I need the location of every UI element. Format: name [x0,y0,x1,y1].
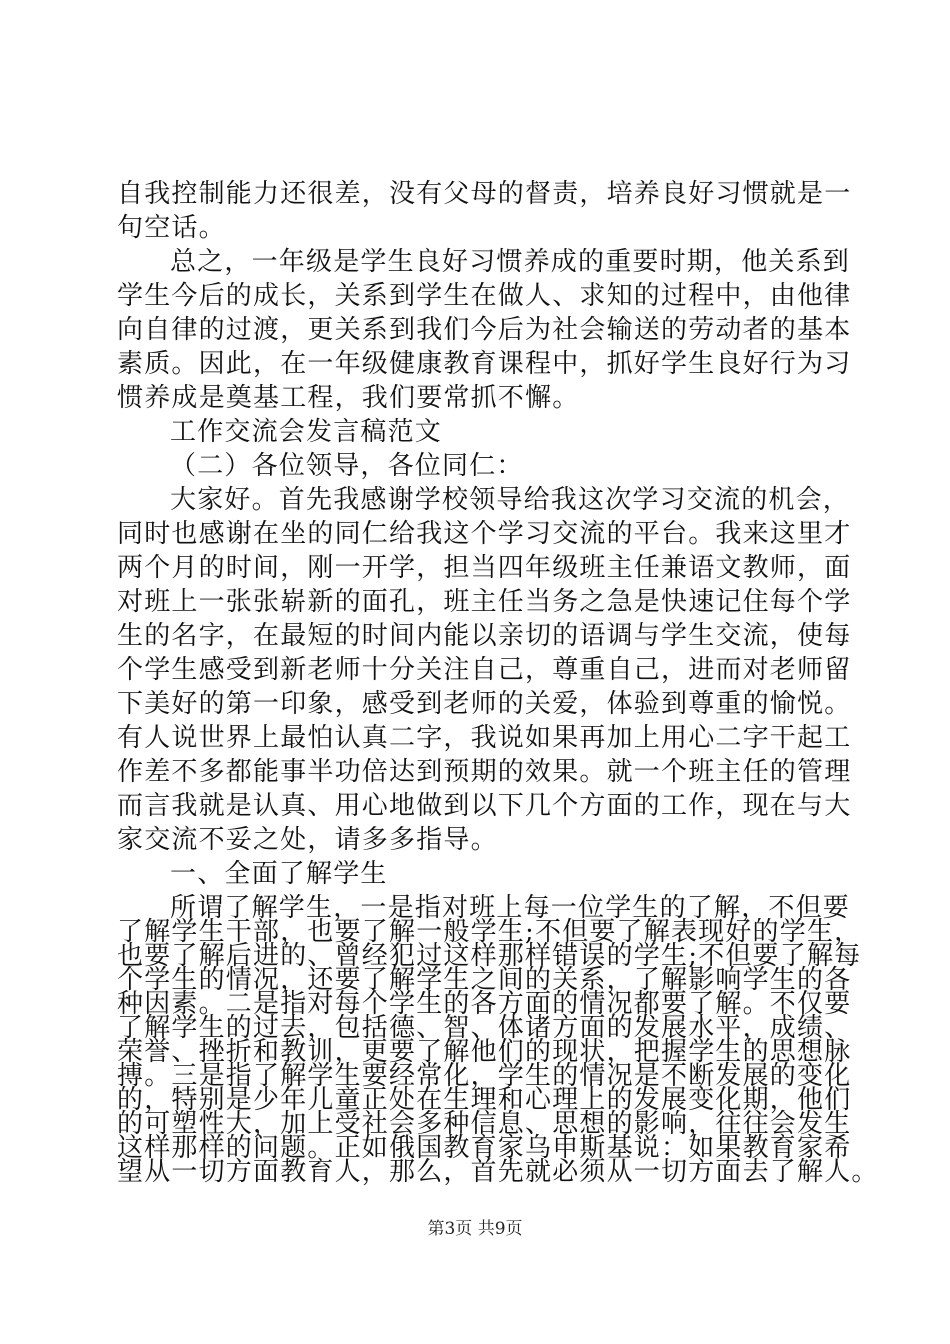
text-line: 望从一切方面教育人，那么，首先就必须从一切方面去了解人。 [117,1157,879,1187]
text-line: 也要了解后进的、曾经犯过这样那样错误的学生;不但要了解每 [117,941,862,971]
text-line: 有人说世界上最怕认真二字，我说如果再加上用心二字干起工 [117,723,852,753]
text-line: 下美好的第一印象，感受到老师的关爱，体验到尊重的愉悦。 [117,689,852,719]
text-line: 生的名字，在最短的时间内能以亲切的语调与学生交流，使每 [117,621,852,651]
page-footer: 第3页 共9页 [427,1219,523,1239]
text-line: 素质。因此，在一年级健康教育课程中，抓好学生良好行为习 [117,349,852,379]
section-heading: 一、全面了解学生 [170,859,388,889]
text-line: 句空话。 [117,213,226,243]
text-line: 家交流不妥之处，请多多指导。 [117,825,498,855]
text-line: 个学生感受到新老师十分关注自己，尊重自己，进而对老师留 [117,655,852,685]
salutation: （二）各位领导，各位同仁： [170,451,524,481]
text-line: 了解学生干部，也要了解一般学生;不但要了解表现好的学生， [117,917,862,947]
text-line: 所谓了解学生，一是指对班上每一位学生的了解，不但要 [170,893,851,923]
text-line: 总之，一年级是学生良好习惯养成的重要时期，他关系到 [170,247,851,277]
section-title: 工作交流会发言稿范文 [170,417,443,447]
text-line: 同时也感谢在坐的同仁给我这个学习交流的平台。我来这里才 [117,519,852,549]
text-line: 搏。三是指了解学生要经常化，学生的情况是不断发展的变化 [117,1061,852,1091]
text-line: 学生今后的成长，关系到学生在做人、求知的过程中，由他律 [117,281,852,311]
text-line: 的可塑性大，加上受社会多种信息、思想的影响，往往会发生 [117,1109,852,1139]
text-line: 的，特别是少年儿童正处在生理和心理上的发展变化期，他们 [117,1085,852,1115]
text-line: 向自律的过渡，更关系到我们今后为社会输送的劳动者的基本 [117,315,852,345]
text-line: 而言我就是认真、用心地做到以下几个方面的工作，现在与大 [117,791,852,821]
text-line: 对班上一张张崭新的面孔，班主任当务之急是快速记住每个学 [117,587,852,617]
text-line: 了解学生的过去，包括德、智、体诸方面的发展水平，成绩、 [117,1013,852,1043]
text-line: 作差不多都能事半功倍达到预期的效果。就一个班主任的管理 [117,757,852,787]
text-line: 惯养成是奠基工程，我们要常抓不懈。 [117,383,580,413]
text-line: 种因素。二是指对每个学生的各方面的情况都要了解。不仅要 [117,989,852,1019]
text-line: 自我控制能力还很差，没有父母的督责，培养良好习惯就是一 [117,179,852,209]
text-line: 这样那样的问题。正如俄国教育家乌申斯基说：如果教育家希 [117,1133,852,1163]
text-line: 两个月的时间，刚一开学，担当四年级班主任兼语文教师，面 [117,553,852,583]
text-line: 个学生的情况，还要了解学生之间的关系，了解影响学生的各 [117,965,852,995]
text-line: 荣誉、挫折和教训，更要了解他们的现状，把握学生的思想脉 [117,1037,852,1067]
text-line: 大家好。首先我感谢学校领导给我这次学习交流的机会， [170,485,851,515]
